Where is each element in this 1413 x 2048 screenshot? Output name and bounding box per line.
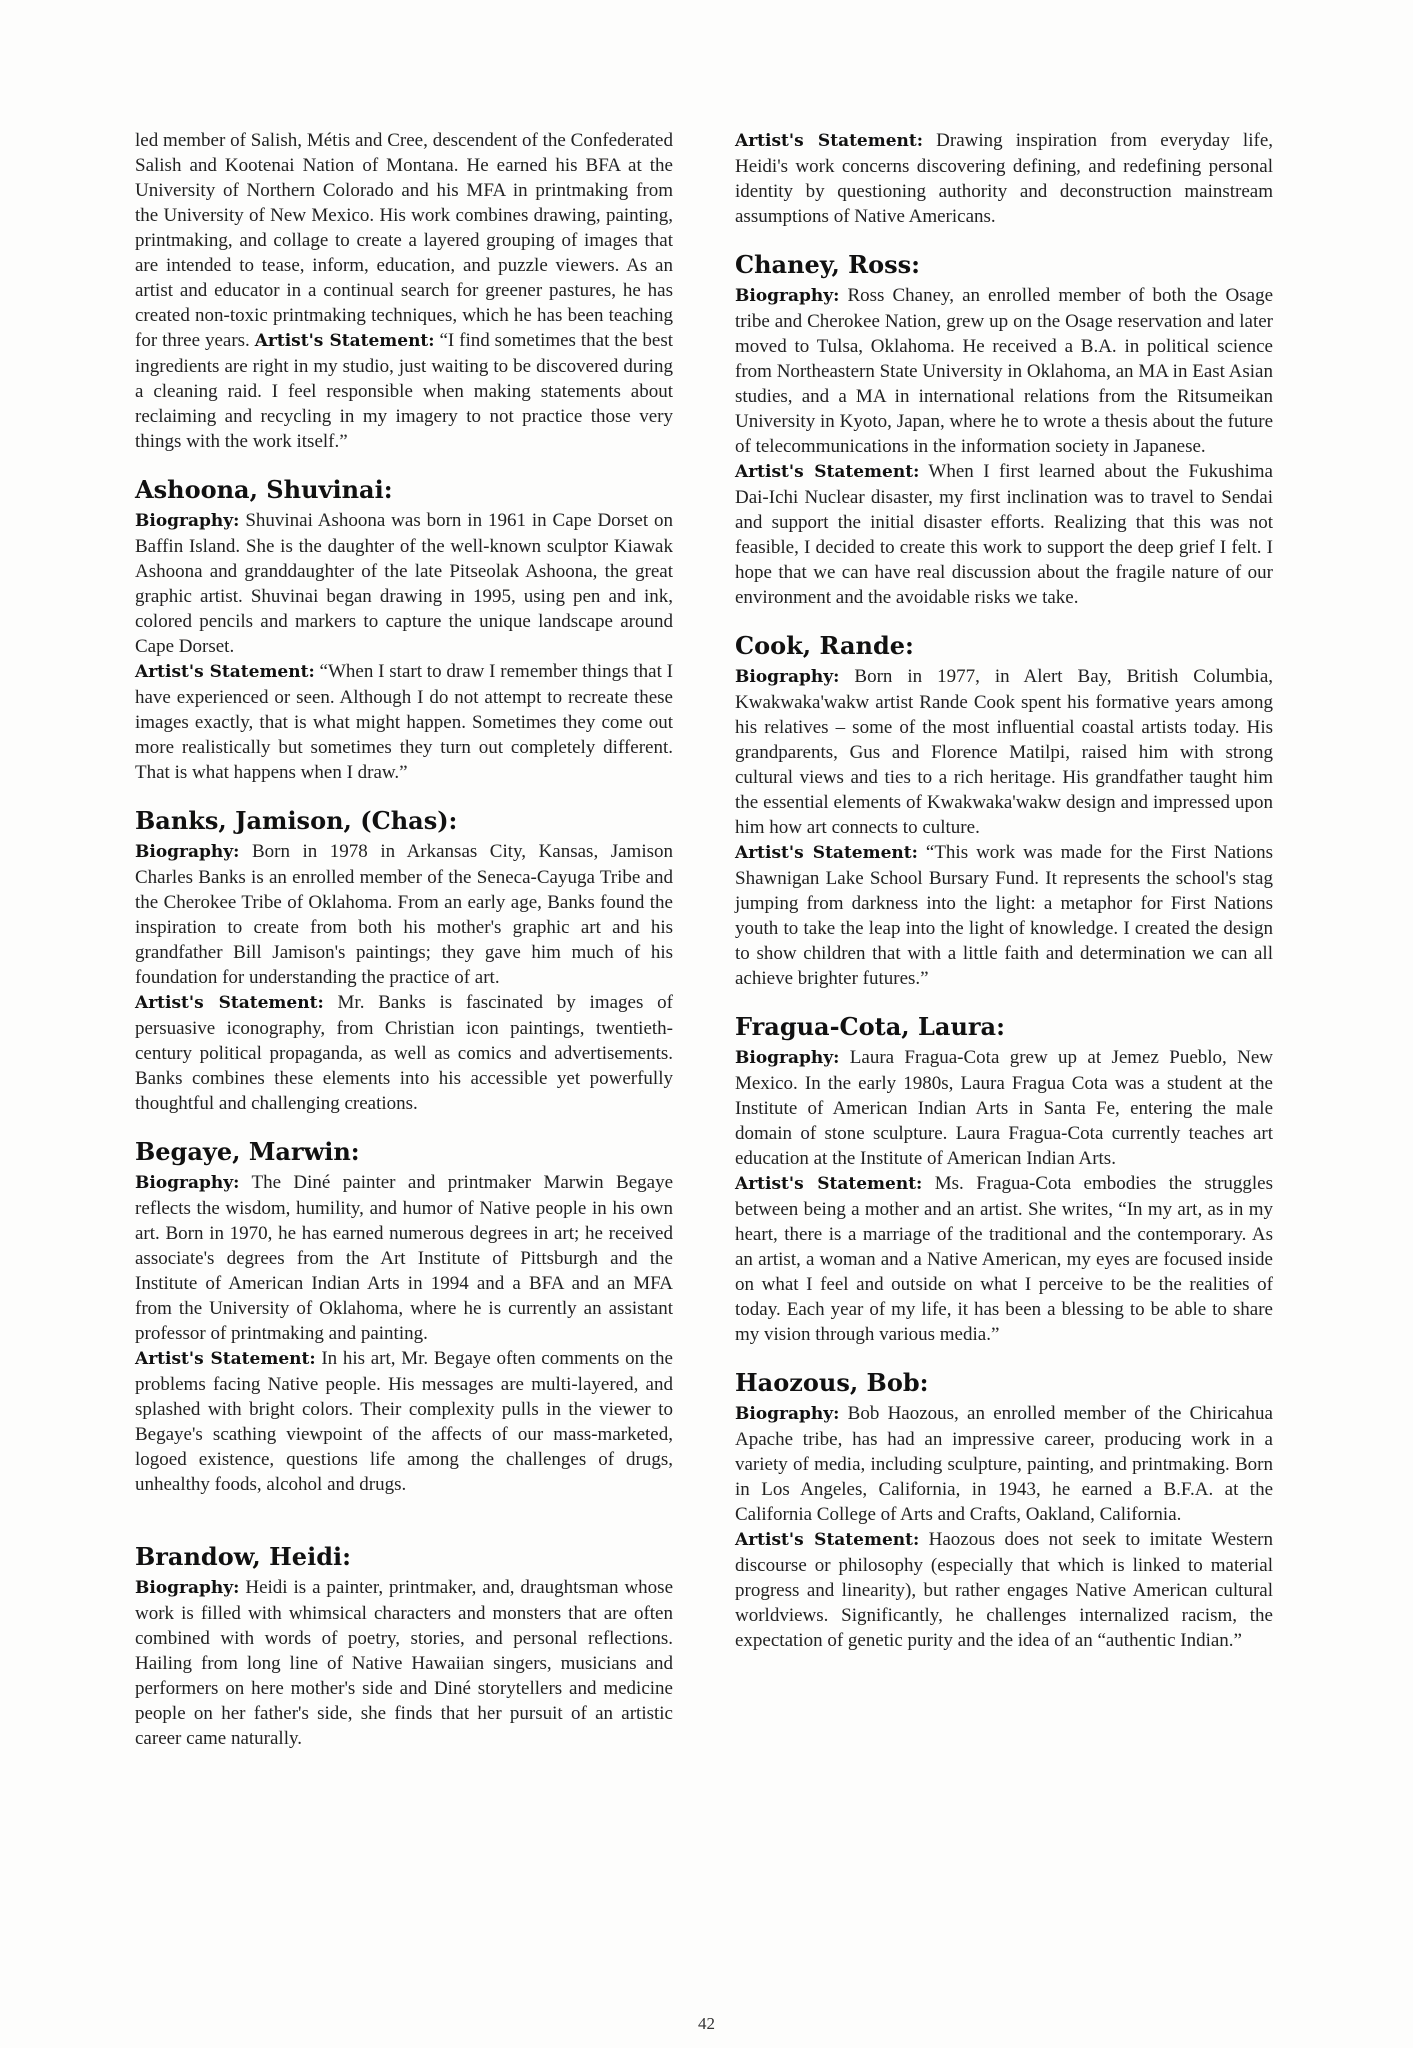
biography-text: Bob Haozous, an enrolled member of the Chiricahua Apache tribe, has had an impressive career, producing work in a variety of media, including sculpture, painting, and printmaking. Born in Los Angeles, California, in 1943, he earned a B.F.A. at the California College of Arts and Crafts, Oakland, California.	[735, 1403, 1273, 1525]
artist-entry	[735, 630, 1273, 991]
statement-paragraph	[735, 128, 1273, 229]
statement-text: “I find sometimes that the best ingredients are right in my studio, just waiting to be discovered during a cleaning raid. I feel responsible when making statements about reclaiming and recycling in my imagery to not practice those very things with the work itself.”	[135, 330, 673, 452]
artist-entry	[135, 805, 673, 1116]
biography-text: Heidi is a painter, printmaker, and, draughtsman whose work is filled with whimsical characters and monsters that are often combined with words of poetry, stories, and personal reflections. Hailing from long line of Native Hawaiian singers, musicians and performers on here mother's side and Diné storytellers and medicine people on her father's side, she finds that her pursuit of an artistic career came naturally.	[135, 1577, 674, 1749]
biography-label: Biography:	[735, 1404, 840, 1424]
biography-label: Biography:	[735, 1048, 840, 1068]
biography-paragraph	[135, 508, 673, 659]
biography-label: Biography:	[735, 286, 840, 306]
biography-paragraph	[135, 1170, 673, 1346]
statement-text: When I first learned about the Fukushima Dai-Ichi Nuclear disaster, my first inclination was to travel to Sendai and support the initial disaster efforts. Realizing that this was not feasible, I decided to create this work to support the deep grief I felt. I hope that we can have real discussion about the fragile nature of our environment and the avoidable risks we take.	[735, 461, 1273, 608]
statement-text: Haozous does not seek to imitate Western discourse or philosophy (especially that which is linked to material progress and linearity), but rather engages Native American cultural worldviews. Significantly, he challenges internalized racism, the expectation of genetic purity and the idea of an “authentic Indian.”	[735, 1529, 1273, 1651]
artist-entry	[735, 1011, 1273, 1347]
biography-label: Biography:	[135, 1173, 240, 1193]
statement-text: Drawing inspiration from everyday life, Heidi's work concerns discovering defining, and redefining personal identity by questioning authority and deconstruction mainstream assumptions of Native Americans.	[735, 130, 1273, 227]
left-column	[135, 128, 673, 1751]
statement-paragraph	[135, 990, 673, 1116]
artist-name: Cook, Rande:	[735, 631, 914, 660]
artist-name: Ashoona, Shuvinai:	[135, 475, 393, 504]
statement-paragraph	[735, 459, 1273, 610]
right-column	[735, 128, 1273, 1653]
biography-text: Ross Chaney, an enrolled member of both the Osage tribe and Cherokee Nation, grew up on the Osage reservation and later moved to Tulsa, Oklahoma. He received a B.A. in political science from Northeastern State University in Oklahoma, an MA in East Asian studies, and a MA in international relations from the Ritsumeikan University in Kyoto, Japan, where he to wrote a thesis about the future of telecommunications in the information society in Japanese.	[735, 285, 1273, 457]
biography-paragraph	[135, 839, 673, 990]
artist-name: Haozous, Bob:	[735, 1368, 929, 1397]
statement-text: “When I start to draw I remember things that I have experienced or seen. Although I do not attempt to recreate these images exactly, that is what might happen. Sometimes they come out more realistically but sometimes they turn out completely different. That is what happens when I draw.”	[135, 661, 673, 783]
statement-paragraph	[735, 1171, 1273, 1347]
statement-label: Artist's Statement:	[735, 131, 924, 151]
statement-text: Ms. Fragua-Cota embodies the struggles between being a mother and an artist. She writes, “In my art, as in my heart, there is a marriage of the traditional and the contemporary. As an artist, a woman and a Native American, my eyes are focused inside on what I feel and outside on what I perceive to be the realities of today. Each year of my life, it has been a blessing to be able to share my vision through various media.”	[735, 1173, 1274, 1345]
artist-entry	[135, 1136, 673, 1497]
biography-paragraph	[135, 1575, 673, 1751]
statement-label: Artist's Statement:	[135, 662, 315, 682]
statement-label: Artist's Statement:	[135, 1349, 316, 1369]
artist-name: Chaney, Ross:	[735, 250, 921, 279]
statement-label: Artist's Statement:	[735, 462, 920, 482]
statement-text: Mr. Banks is fascinated by images of persuasive iconography, from Christian icon paintings, twentieth-century political propaganda, as well as comics and advertisements. Banks combines these elements into his accessible yet powerfully thoughtful and challenging creations.	[135, 992, 673, 1114]
statement-paragraph	[135, 659, 673, 785]
statement-label: Artist's Statement:	[735, 1530, 920, 1550]
artist-entry	[735, 1367, 1273, 1653]
artist-entry	[135, 474, 673, 785]
biography-paragraph	[735, 1045, 1273, 1171]
biography-paragraph	[735, 664, 1273, 840]
statement-label: Artist's Statement:	[735, 843, 918, 863]
artist-name: Banks, Jamison, (Chas):	[135, 806, 458, 835]
statement-paragraph	[735, 1527, 1273, 1653]
artist-name: Brandow, Heidi:	[135, 1542, 351, 1571]
artist-entry	[735, 249, 1273, 610]
statement-text: “This work was made for the First Nations Shawnigan Lake School Bursary Fund. It represents the school's stag jumping from darkness into the light: a metaphor for First Nations youth to take the leap into the light of knowledge. I created the design to show children that with a little faith and determination we can all achieve brighter futures.”	[735, 842, 1273, 989]
artist-name: Begaye, Marwin:	[135, 1137, 360, 1166]
biography-text: Laura Fragua-Cota grew up at Jemez Pueblo, New Mexico. In the early 1980s, Laura Fragua Cota was a student at the Institute of American Indian Arts in Santa Fe, entering the male domain of stone sculpture. Laura Fragua-Cota currently teaches art education at the Institute of American Indian Arts.	[735, 1047, 1274, 1169]
statement-label: Artist's Statement:	[254, 331, 435, 351]
biography-label: Biography:	[135, 511, 240, 531]
biography-text: Born in 1977, in Alert Bay, British Columbia, Kwakwaka'wakw artist Rande Cook spent his formative years among his relatives – some of the most influential coastal artists today. His grandparents, Gus and Florence Matilpi, raised him with strong cultural views and ties to a rich heritage. His grandfather taught him the essential elements of Kwakwaka'wakw design and impressed upon him how art connects to culture.	[735, 666, 1274, 838]
biography-text: Shuvinai Ashoona was born in 1961 in Cape Dorset on Baffin Island. She is the daughter of the well-known sculptor Kiawak Ashoona and granddaughter of the late Pitseolak Ashoona, the great graphic artist. Shuvinai began drawing in 1995, using pen and ink, colored pencils and markers to capture the unique landscape around Cape Dorset.	[135, 510, 673, 657]
artist-name: Fragua-Cota, Laura:	[735, 1012, 1005, 1041]
biography-text: The Diné painter and printmaker Marwin Begaye reflects the wisdom, humility, and humor of Native people in his own art. Born in 1970, he has earned numerous degrees in art; he received associate's degrees from the Art Institute of Pittsburgh and the Institute of American Indian Arts in 1994 and a BFA and an MFA from the University of Oklahoma, where he is currently an assistant professor of printmaking and painting.	[135, 1172, 673, 1344]
biography-label: Biography:	[135, 1578, 240, 1598]
statement-text: In his art, Mr. Begaye often comments on the problems facing Native people. His messages are multi-layered, and splashed with bright colors. Their complexity pulls in the viewer to Begaye's scathing viewpoint of the affects of our mass-marketed, logoed existence, questions life among the challenges of drugs, unhealthy foods, alcohol and drugs.	[135, 1348, 673, 1495]
biography-paragraph	[735, 283, 1273, 459]
biography-paragraph	[735, 1401, 1273, 1527]
biography-label: Biography:	[735, 667, 840, 687]
statement-paragraph	[135, 1346, 673, 1497]
biography-text: Born in 1978 in Arkansas City, Kansas, Jamison Charles Banks is an enrolled member of the Seneca-Cayuga Tribe and the Cherokee Tribe of Oklahoma. From an early age, Banks found the inspiration to create from both his mother's graphic art and his grandfather Bill Jamison's paintings; they gave him much of his foundation for understanding the practice of art.	[135, 841, 673, 988]
statement-paragraph	[735, 840, 1273, 991]
continued-biography-text: led member of Salish, Métis and Cree, descendent of the Confederated Salish and Kootenai Nation of Montana. He earned his BFA at the University of Northern Colorado and his MFA in printmaking from the University of New Mexico. His work combines drawing, painting, printmaking, and collage to create a layered grouping of images that are intended to tease, inform, education, and puzzle viewers. As an artist and educator in a continual search for greener pastures, he has created non-toxic printmaking techniques, which he has been teaching for three years.	[135, 130, 673, 351]
statement-label: Artist's Statement:	[735, 1174, 923, 1194]
biography-label: Biography:	[135, 842, 240, 862]
artist-entry	[135, 1541, 673, 1751]
statement-label: Artist's Statement:	[135, 993, 324, 1013]
continued-biography	[135, 128, 673, 454]
page-number: 42	[698, 2014, 715, 2033]
